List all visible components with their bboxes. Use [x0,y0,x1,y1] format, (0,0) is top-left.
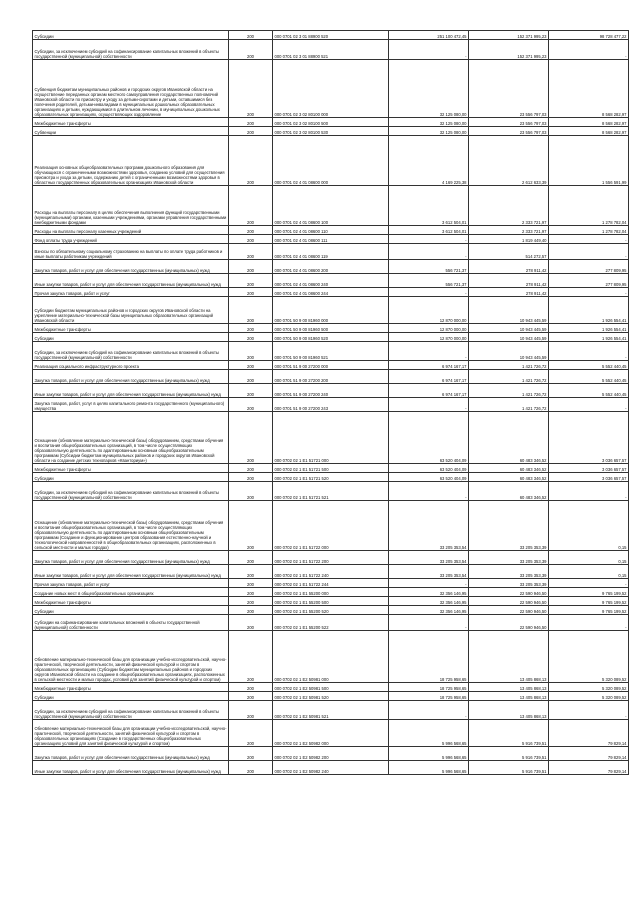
row-unexecuted-amount: 3 036 657,57 [549,473,629,482]
table-row [33,118,629,127]
row-name: Субсидии [33,606,229,615]
row-code: 200 [229,244,273,260]
row-executed-amount: 13 405 868,13 [469,692,549,701]
row-executed-amount: 22 590 946,50 [469,597,549,606]
row-code: 200 [229,398,273,412]
row-executed-amount: 22 590 946,50 [469,615,549,631]
row-executed-amount: 23 556 797,03 [469,118,549,127]
row-approved-amount: 32 125 080,00 [389,60,469,118]
row-executed-amount: 1 421 726,72 [469,398,549,412]
row-classification-code: 000 0702 02 1 E1 55200 500 [273,597,389,606]
row-code: 200 [229,683,273,692]
row-approved-amount: - [389,579,469,588]
row-unexecuted-amount: 5 552 440,45 [549,370,629,384]
row-name: Оснащение (обновление материально-технической базы) оборудованием, средствами обучения и воспитания общеобразовательных организаций, в том числе осуществляющих образовательную деятельность по адаптированным основным общеобразовательным программам (Создание и функционирование центров образования естественно-научной и технологической направленностей в общеобразовательных организациях, расположенных в сельской местности и малых городах) [33,501,229,551]
row-executed-amount: 10 943 445,59 [469,297,549,324]
row-executed-amount: 60 483 346,52 [469,473,549,482]
row-unexecuted-amount: 277 809,95 [549,274,629,288]
row-classification-code: 000 0702 02 1 E1 51721 000 [273,412,389,464]
row-code: 200 [229,615,273,631]
row-approved-amount: 5 996 568,65 [389,761,469,775]
row-code: 200 [229,473,273,482]
table-row [33,384,629,398]
row-code: 200 [229,31,273,40]
row-unexecuted-amount: 98 728 477,22 [549,31,629,40]
row-name: Обновление материально-технической базы для организации учебно-исследовательской, научно-практической, творческой деятельности, занятий физической культурой и спортом в образовательных организациях (Субсидии бюджетам муниципальных районов и городских округов Ивановской области на создание в общеобразовательных организациях, расположенных в сельской местности и малых городах, условий для занятий физической культурой и спортом) [33,631,229,683]
row-name: Закупка товаров, работ и услуг для обеспечения государственных (муниципальных) нужд [33,747,229,761]
row-code: 200 [229,118,273,127]
table-row [33,588,629,597]
table-row [33,761,629,775]
row-executed-amount: 514 272,57 [469,244,549,260]
row-classification-code: 000 0701 02 4 01 08600 100 [273,186,389,226]
row-code: 200 [229,412,273,464]
table-row [33,692,629,701]
row-classification-code: 000 0702 02 1 E2 50981 500 [273,683,389,692]
row-approved-amount: 18 725 958,65 [389,692,469,701]
table-row [33,473,629,482]
table-row [33,370,629,384]
row-approved-amount: 12 870 000,00 [389,324,469,333]
table-row [33,683,629,692]
row-name: Субсидии, за исключением субсидий на софинансирование капитальных вложений в объекты государственной (муниципальной) собственности [33,40,229,60]
row-executed-amount: 5 916 739,51 [469,747,549,761]
row-executed-amount: 278 911,42 [469,260,549,274]
table-row [33,31,629,40]
row-classification-code: 000 0701 02 4 01 08600 119 [273,244,389,260]
row-approved-amount: - [389,615,469,631]
row-unexecuted-amount: - [549,235,629,244]
row-approved-amount: 3 612 504,01 [389,226,469,235]
row-classification-code: 000 0701 02 4 01 08600 244 [273,288,389,297]
row-name: Субсидии, за исключением субсидий на софинансирование капитальных вложений в объекты государственной (муниципальной) собственности [33,342,229,361]
row-code: 200 [229,324,273,333]
row-unexecuted-amount: 1 278 782,04 [549,186,629,226]
row-executed-amount: 33 205 353,39 [469,565,549,579]
row-approved-amount: - [389,701,469,720]
row-classification-code: 000 0701 50 9 00 81960 500 [273,324,389,333]
row-name: Субвенции [33,127,229,136]
table-row [33,127,629,136]
row-approved-amount: 32 125 080,00 [389,118,469,127]
row-unexecuted-amount: - [549,288,629,297]
row-approved-amount: 6 974 167,17 [389,384,469,398]
row-name: Субвенция бюджетам муниципальных районов и городских округов Ивановской области на осуществление переданных органам местного самоуправления государственных полномочий Ивановской области по присмотру и уходу за детьми-сиротами и детьми, оставшимися без попечения родителей, детьми-инвалидами в муниципальных дошкольных образовательных организациях и детьми, нуждающимися в длительном лечении, в муниципальных дошкольных образовательных организациях, осуществляющих оздоровление [33,60,229,118]
row-name: Закупка товаров, работ и услуг для обеспечения государственных (муниципальных) нужд [33,551,229,565]
row-approved-amount: 18 725 958,65 [389,631,469,683]
row-executed-amount: 23 556 797,03 [469,127,549,136]
row-unexecuted-amount: - [549,398,629,412]
row-unexecuted-amount: - [549,701,629,720]
row-code: 200 [229,370,273,384]
row-code: 200 [229,235,273,244]
table-row [33,297,629,324]
row-name: Субсидии [33,692,229,701]
row-approved-amount: - [389,342,469,361]
row-executed-amount: 10 943 445,59 [469,324,549,333]
row-executed-amount: 60 483 346,52 [469,482,549,501]
row-unexecuted-amount: 1 926 554,41 [549,324,629,333]
row-classification-code: 000 0702 02 1 E1 55200 522 [273,615,389,631]
row-executed-amount: 33 205 353,39 [469,579,549,588]
row-name: Прочая закупка товаров, работ и услуг [33,579,229,588]
row-code: 200 [229,333,273,342]
row-classification-code: 000 0701 02 3 01 88900 521 [273,40,389,60]
row-classification-code: 000 0702 02 1 E1 51721 500 [273,464,389,473]
row-name: Фонд оплаты труда учреждений [33,235,229,244]
row-approved-amount: 33 205 353,54 [389,551,469,565]
row-code: 200 [229,260,273,274]
row-code: 200 [229,551,273,565]
row-executed-amount: 13 405 868,13 [469,631,549,683]
row-approved-amount: 5 996 568,65 [389,720,469,747]
table-row [33,606,629,615]
row-approved-amount: 18 725 958,65 [389,683,469,692]
table-row [33,412,629,464]
row-unexecuted-amount: 1 926 554,41 [549,333,629,342]
row-code: 200 [229,274,273,288]
row-classification-code: 000 0702 02 1 E2 50982 200 [273,747,389,761]
row-classification-code: 000 0702 02 1 E1 55200 000 [273,588,389,597]
row-executed-amount: 278 911,42 [469,274,549,288]
row-executed-amount: 5 916 739,51 [469,761,549,775]
row-approved-amount: 63 520 404,09 [389,473,469,482]
row-approved-amount: 6 974 167,17 [389,361,469,370]
row-code: 200 [229,297,273,324]
row-executed-amount: 22 590 946,50 [469,606,549,615]
table-row [33,288,629,297]
document-page [32,30,628,775]
row-classification-code: 000 0702 02 1 E1 51722 240 [273,565,389,579]
table-row [33,361,629,370]
row-unexecuted-amount: 5 552 440,45 [549,384,629,398]
row-unexecuted-amount: 0,15 [549,501,629,551]
row-executed-amount: 1 421 726,72 [469,361,549,370]
table-row [33,631,629,683]
row-classification-code: 000 0702 02 1 E1 51721 520 [273,473,389,482]
row-name: Закупка товаров, работ и услуг для обеспечения государственных (муниципальных) нужд [33,260,229,274]
row-executed-amount: 60 483 346,52 [469,464,549,473]
table-row [33,701,629,720]
row-classification-code: 000 0701 51 9 00 27200 000 [273,361,389,370]
row-code: 200 [229,136,273,186]
row-code: 200 [229,747,273,761]
row-executed-amount: 1 819 449,40 [469,235,549,244]
row-unexecuted-amount: 8 568 282,97 [549,60,629,118]
row-classification-code: 000 0701 50 9 00 81960 520 [273,333,389,342]
row-approved-amount: 3 612 504,01 [389,186,469,226]
row-unexecuted-amount: 8 568 282,97 [549,127,629,136]
table-row [33,501,629,551]
table-row [33,260,629,274]
row-name: Создание новых мест в общеобразовательных организациях [33,588,229,597]
row-name: Иные закупки товаров, работ и услуг для обеспечения государственных (муниципальных) нужд [33,565,229,579]
row-name: Закупка товаров, работ, услуг в целях капитального ремонта государственного (муниципального) имущества [33,398,229,412]
table-row [33,186,629,226]
row-executed-amount: 23 556 797,03 [469,60,549,118]
row-approved-amount: 32 125 080,00 [389,127,469,136]
row-approved-amount: 32 356 146,95 [389,606,469,615]
row-unexecuted-amount: 9 765 199,52 [549,588,629,597]
table-row [33,615,629,631]
row-code: 200 [229,501,273,551]
row-name: Межбюджетные трансферты [33,324,229,333]
row-executed-amount: 60 483 346,52 [469,412,549,464]
row-executed-amount: 33 205 353,39 [469,551,549,565]
row-executed-amount: 5 916 739,51 [469,720,549,747]
row-approved-amount: 32 356 146,95 [389,588,469,597]
row-executed-amount: 1 421 726,72 [469,370,549,384]
row-classification-code: 000 0702 02 1 E2 50982 240 [273,761,389,775]
row-code: 200 [229,606,273,615]
row-unexecuted-amount: 79 829,14 [549,747,629,761]
table-row [33,464,629,473]
row-name: Субсидии [33,31,229,40]
table-row [33,565,629,579]
row-approved-amount: 63 520 404,09 [389,412,469,464]
row-classification-code: 000 0701 02 4 01 08600 240 [273,274,389,288]
row-unexecuted-amount: 3 036 657,57 [549,412,629,464]
row-unexecuted-amount: 5 552 440,45 [549,361,629,370]
table-row [33,551,629,565]
row-name: Реализация основных общеобразовательных программ дошкольного образования для обучающихся с ограниченными возможностями здоровья, созданию условий для осуществления присмотра и ухода за детьми, содержанию детей с ограниченными возможностями здоровья в областных государственных образовательных организациях Ивановской области [33,136,229,186]
table-row [33,274,629,288]
row-code: 200 [229,720,273,747]
row-name: Иные закупки товаров, работ и услуг для обеспечения государственных (муниципальных) нужд [33,384,229,398]
row-approved-amount: 251 100 472,45 [389,31,469,40]
row-name: Межбюджетные трансферты [33,118,229,127]
row-name: Взносы по обязательному социальному страхованию на выплаты по оплате труда работников и иные выплаты работникам учреждений [33,244,229,260]
row-executed-amount: 13 405 868,13 [469,683,549,692]
table-row [33,342,629,361]
row-name: Закупка товаров, работ и услуг для обеспечения государственных (муниципальных) нужд [33,370,229,384]
row-approved-amount: 6 974 167,17 [389,370,469,384]
row-approved-amount: 63 520 404,09 [389,464,469,473]
row-name: Субсидии [33,473,229,482]
row-approved-amount: - [389,398,469,412]
table-row [33,333,629,342]
budget-execution-table [32,30,629,775]
row-executed-amount: 2 333 721,97 [469,186,549,226]
row-code: 200 [229,226,273,235]
row-approved-amount: 5 996 568,65 [389,747,469,761]
row-executed-amount: 152 371 995,23 [469,31,549,40]
row-unexecuted-amount: - [549,40,629,60]
row-executed-amount: 2 612 633,39 [469,136,549,186]
row-classification-code: 000 0702 02 1 E1 51721 521 [273,482,389,501]
row-code: 200 [229,597,273,606]
row-code: 200 [229,579,273,588]
row-unexecuted-amount: 5 320 089,52 [549,631,629,683]
row-name: Субсидии [33,333,229,342]
row-code: 200 [229,588,273,597]
row-code: 200 [229,288,273,297]
row-unexecuted-amount: 79 829,14 [549,761,629,775]
row-classification-code: 000 0701 02 4 01 08600 000 [273,136,389,186]
row-unexecuted-amount: - [549,615,629,631]
row-unexecuted-amount: 3 036 657,57 [549,464,629,473]
table-row [33,579,629,588]
row-unexecuted-amount: - [549,482,629,501]
row-code: 200 [229,361,273,370]
row-code: 200 [229,482,273,501]
row-approved-amount: 556 721,37 [389,260,469,274]
row-unexecuted-amount: 8 568 282,97 [549,118,629,127]
row-executed-amount: 22 590 946,50 [469,588,549,597]
row-approved-amount: - [389,235,469,244]
row-approved-amount: 33 205 353,54 [389,501,469,551]
row-unexecuted-amount: 9 765 199,52 [549,606,629,615]
row-executed-amount: 2 333 721,97 [469,226,549,235]
row-code: 200 [229,127,273,136]
table-body [33,31,629,775]
row-executed-amount: 152 371 995,23 [469,40,549,60]
row-unexecuted-amount: - [549,342,629,361]
row-name: Иные закупки товаров, работ и услуг для обеспечения государственных (муниципальных) нужд [33,274,229,288]
row-classification-code: 000 0701 02 4 01 08600 200 [273,260,389,274]
row-unexecuted-amount: 5 320 089,52 [549,683,629,692]
table-row [33,235,629,244]
row-classification-code: 000 0701 02 3 02 80100 000 [273,60,389,118]
row-code: 200 [229,40,273,60]
row-executed-amount: 33 205 353,39 [469,501,549,551]
row-classification-code: 000 0702 02 1 E1 51722 244 [273,579,389,588]
row-approved-amount: 33 205 353,54 [389,565,469,579]
row-code: 200 [229,60,273,118]
row-executed-amount: 278 911,42 [469,288,549,297]
row-classification-code: 000 0702 02 1 E1 51722 000 [273,501,389,551]
row-approved-amount: 556 721,37 [389,274,469,288]
row-classification-code: 000 0701 50 9 00 81960 000 [273,297,389,324]
row-approved-amount: 32 356 146,95 [389,597,469,606]
row-approved-amount: - [389,482,469,501]
row-code: 200 [229,186,273,226]
row-classification-code: 000 0702 02 1 E2 50981 520 [273,692,389,701]
row-classification-code: 000 0701 02 4 01 08600 110 [273,226,389,235]
row-unexecuted-amount: 5 320 089,52 [549,692,629,701]
row-unexecuted-amount: 1 278 782,04 [549,226,629,235]
row-classification-code: 000 0701 51 9 00 27200 240 [273,384,389,398]
row-code: 200 [229,384,273,398]
row-code: 200 [229,464,273,473]
table-row [33,398,629,412]
row-name: Прочая закупка товаров, работ и услуг [33,288,229,297]
row-name: Субсидии, за исключением субсидий на софинансирование капитальных вложений в объекты государственной (муниципальной) собственности [33,701,229,720]
row-name: Реализация социального инфраструктурного проекта [33,361,229,370]
row-unexecuted-amount: - [549,244,629,260]
row-classification-code: 000 0702 02 1 E1 55200 520 [273,606,389,615]
row-approved-amount: - [389,244,469,260]
row-unexecuted-amount: 1 926 554,41 [549,297,629,324]
row-name: Субсидии бюджетам муниципальных районов и городских округов Ивановской области на укрепление материально-технической базы муниципальных образовательных организаций Ивановской области [33,297,229,324]
row-classification-code: 000 0702 02 1 E1 51722 200 [273,551,389,565]
row-executed-amount: 1 421 726,72 [469,384,549,398]
row-classification-code: 000 0701 50 9 00 81960 521 [273,342,389,361]
table-row [33,324,629,333]
row-code: 200 [229,631,273,683]
row-classification-code: 000 0701 02 3 01 88900 520 [273,31,389,40]
row-executed-amount: 10 943 445,59 [469,342,549,361]
table-row [33,747,629,761]
row-unexecuted-amount: 0,15 [549,551,629,565]
table-row [33,244,629,260]
row-classification-code: 000 0701 02 3 02 80100 530 [273,127,389,136]
row-name: Межбюджетные трансферты [33,597,229,606]
row-code: 200 [229,342,273,361]
row-code: 200 [229,701,273,720]
row-executed-amount: 13 405 868,13 [469,701,549,720]
row-code: 200 [229,761,273,775]
table-row [33,482,629,501]
row-name: Расходы на выплаты персоналу в целях обеспечения выполнения функций государственными (муниципальными) органами, казенными учреждениями, органами управления государственными внебюджетными фондами [33,186,229,226]
row-code: 200 [229,565,273,579]
table-row [33,597,629,606]
row-classification-code: 000 0701 02 3 02 80100 500 [273,118,389,127]
row-name: Субсидии на софинансирование капитальных вложений в объекты государственной (муниципальной) собственности [33,615,229,631]
table-row [33,60,629,118]
row-approved-amount: 12 870 000,00 [389,297,469,324]
row-unexecuted-amount: 79 829,14 [549,720,629,747]
row-approved-amount: 4 169 225,38 [389,136,469,186]
row-approved-amount: 12 870 000,00 [389,333,469,342]
row-executed-amount: 10 943 445,59 [469,333,549,342]
row-name: Межбюджетные трансферты [33,464,229,473]
table-row [33,226,629,235]
row-unexecuted-amount: 277 809,95 [549,260,629,274]
row-name: Расходы на выплаты персоналу казенных учреждений [33,226,229,235]
row-name: Оснащение (обновление материально-технической базы) оборудованием, средствами обучения и воспитания общеобразовательных организаций, в том числе осуществляющих образовательную деятельность по адаптированным основным общеобразовательным программам (Субсидии бюджетам муниципальных районов и городских округов Ивановской области на создание детских технопарков «Кванториум») [33,412,229,464]
row-name: Иные закупки товаров, работ и услуг для обеспечения государственных (муниципальных) нужд [33,761,229,775]
row-unexecuted-amount: 0,15 [549,565,629,579]
row-unexecuted-amount: 1 556 591,99 [549,136,629,186]
row-approved-amount: - [389,288,469,297]
row-classification-code: 000 0701 51 9 00 27200 243 [273,398,389,412]
row-code: 200 [229,692,273,701]
row-classification-code: 000 0701 51 9 00 27200 200 [273,370,389,384]
row-classification-code: 000 0702 02 1 E2 50981 000 [273,631,389,683]
row-unexecuted-amount: 9 765 199,52 [549,597,629,606]
row-approved-amount: - [389,40,469,60]
row-name: Субсидии, за исключением субсидий на софинансирование капитальных вложений в объекты государственной (муниципальной) собственности [33,482,229,501]
table-row [33,720,629,747]
row-classification-code: 000 0702 02 1 E2 50982 000 [273,720,389,747]
row-name: Обновление материально-технической базы для организации учебно-исследовательской, научно-практической, творческой деятельности, занятий физической культурой и спортом в образовательных организациях (Создание в государственных общеобразовательных организациях условий для занятий физической культурой и спортом) [33,720,229,747]
row-unexecuted-amount: - [549,579,629,588]
table-row [33,40,629,60]
row-name: Межбюджетные трансферты [33,683,229,692]
table-row [33,136,629,186]
row-classification-code: 000 0701 02 4 01 08600 111 [273,235,389,244]
row-classification-code: 000 0702 02 1 E2 50981 521 [273,701,389,720]
